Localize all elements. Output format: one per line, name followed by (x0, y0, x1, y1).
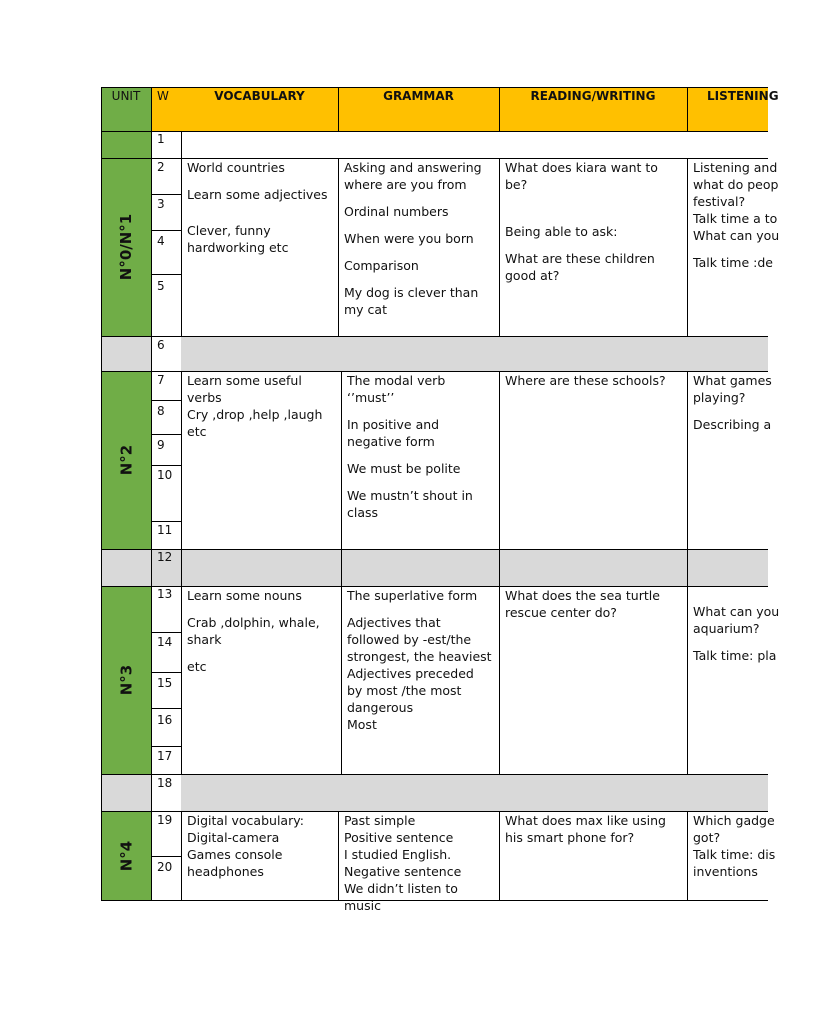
vocab-item: Learn some nouns (187, 588, 302, 603)
week-number: 20 (157, 860, 173, 874)
vocab-item: Cry ,drop ,help ,laugh etc (187, 407, 323, 439)
vocab-item: headphones (187, 864, 264, 879)
unit4-vocabulary-cell (181, 811, 338, 900)
week-number: 7 (157, 373, 165, 387)
listening-item: festival? (693, 194, 746, 209)
unit1-grammar-cell (338, 158, 499, 336)
grammar-item: Past simple (344, 813, 416, 828)
grammar-item: Adjectives preceded by most /the most dangerous (347, 666, 474, 715)
unit2-reading-cell (499, 371, 687, 549)
grammar-item: Comparison (344, 258, 419, 273)
grammar-item: We must be polite (347, 461, 461, 476)
vocab-item: Learn some adjectives (187, 187, 328, 202)
grammar-item: Negative sentence (344, 864, 462, 879)
listening-item: playing? (693, 390, 746, 405)
unit4-grammar-cell (338, 811, 499, 913)
unit1-reading-cell (499, 158, 687, 336)
unit3-vocabulary-cell (181, 586, 341, 774)
grammar-item: We didn’t listen to music (344, 881, 458, 913)
week-number: 19 (157, 813, 173, 827)
vocab-item: Crab ,dolphin, whale, shark (187, 615, 320, 647)
unit-label-3: N°3 (117, 664, 135, 696)
unit3-reading-cell (499, 586, 687, 774)
unit2-grammar-cell (341, 371, 499, 549)
listening-item: inventions (693, 864, 758, 879)
listening-item: Listening and (693, 160, 778, 175)
grammar-item: Asking and answering where are you from (344, 160, 482, 192)
vocab-item: Games console (187, 847, 283, 862)
reading-item: What does the sea turtle rescue center do? (505, 588, 660, 620)
grammar-item: When were you born (344, 231, 474, 246)
week-number: 17 (157, 749, 173, 763)
unit-label-4: N°4 (117, 840, 135, 871)
vocab-item: World countries (187, 160, 285, 175)
grammar-item: Positive sentence (344, 830, 454, 845)
week-number: 1 (157, 132, 165, 146)
listening-item: what do peop (693, 177, 779, 192)
grammar-item: I studied English. (344, 847, 452, 862)
unit-label-1: N°0/N°1 (117, 213, 135, 281)
grammar-item: The superlative form (347, 588, 478, 603)
reading-item: Where are these schools? (505, 373, 666, 388)
unit3-listening-cell (687, 586, 807, 774)
week-number: 10 (157, 468, 173, 482)
listening-item: aquarium? (693, 621, 760, 636)
week-number: 14 (157, 635, 173, 649)
listening-item: Talk time a to (693, 211, 778, 226)
week-number: 6 (157, 338, 165, 352)
header-week: W (157, 89, 169, 103)
unit2-vocabulary-cell (181, 371, 341, 549)
week-number: 15 (157, 676, 173, 690)
unit1-listening-cell (687, 158, 807, 336)
reading-item: What does kiara want to be? (505, 160, 658, 192)
week-number: 8 (157, 404, 165, 418)
grammar-item: We mustn’t shout in class (347, 488, 473, 520)
week-number: 11 (157, 523, 173, 537)
week-number: 18 (157, 776, 173, 790)
header-grammar: GRAMMAR (383, 89, 454, 103)
listening-item: Which gadge (693, 813, 775, 828)
header-listening: LISTENING (707, 89, 779, 103)
grammar-item: Adjectives that followed by -est/the strongest, the heaviest (347, 615, 492, 664)
header-vocabulary: VOCABULARY (214, 89, 305, 103)
vocab-item: Learn some useful verbs (187, 373, 302, 405)
vocab-item: etc (187, 659, 207, 674)
week-number: 4 (157, 234, 165, 248)
listening-item: Talk time: dis (693, 847, 776, 862)
week-number: 16 (157, 713, 173, 727)
reading-item: What are these children good at? (505, 251, 655, 283)
grammar-item: In positive and negative form (347, 417, 440, 449)
unit4-listening-cell (687, 811, 807, 900)
week-number: 9 (157, 438, 165, 452)
header-unit: UNIT (111, 89, 141, 103)
week-number: 13 (157, 587, 173, 601)
vocab-item: Digital vocabulary: (187, 813, 304, 828)
week-number: 2 (157, 160, 165, 174)
unit1-vocabulary-cell (181, 158, 338, 336)
week-number: 5 (157, 279, 165, 293)
grammar-item: My dog is clever than my cat (344, 285, 479, 317)
listening-item: got? (693, 830, 721, 845)
listening-item: Describing a (693, 417, 772, 432)
header-reading-writing: READING/WRITING (530, 89, 656, 103)
vocab-item: Clever, funny hardworking etc (187, 223, 289, 255)
unit2-listening-cell (687, 371, 807, 549)
grammar-item: Most (347, 717, 377, 732)
week-number: 12 (157, 550, 173, 564)
listening-item: What games (693, 373, 772, 388)
vocab-item: Digital-camera (187, 830, 280, 845)
week-number: 3 (157, 197, 165, 211)
unit-label-2: N°2 (117, 444, 135, 476)
unit3-grammar-cell (341, 586, 499, 774)
listening-item: Talk time: pla (693, 648, 777, 663)
grammar-item: The modal verb ‘’must’’ (347, 373, 446, 405)
reading-item: What does max like using his smart phone for? (505, 813, 666, 845)
grammar-item: Ordinal numbers (344, 204, 449, 219)
listening-item: What can you (693, 604, 780, 619)
reading-item: Being able to ask: (505, 224, 618, 239)
listening-item: What can you (693, 228, 780, 243)
listening-item: Talk time :de (693, 255, 773, 270)
unit4-reading-cell (499, 811, 687, 900)
